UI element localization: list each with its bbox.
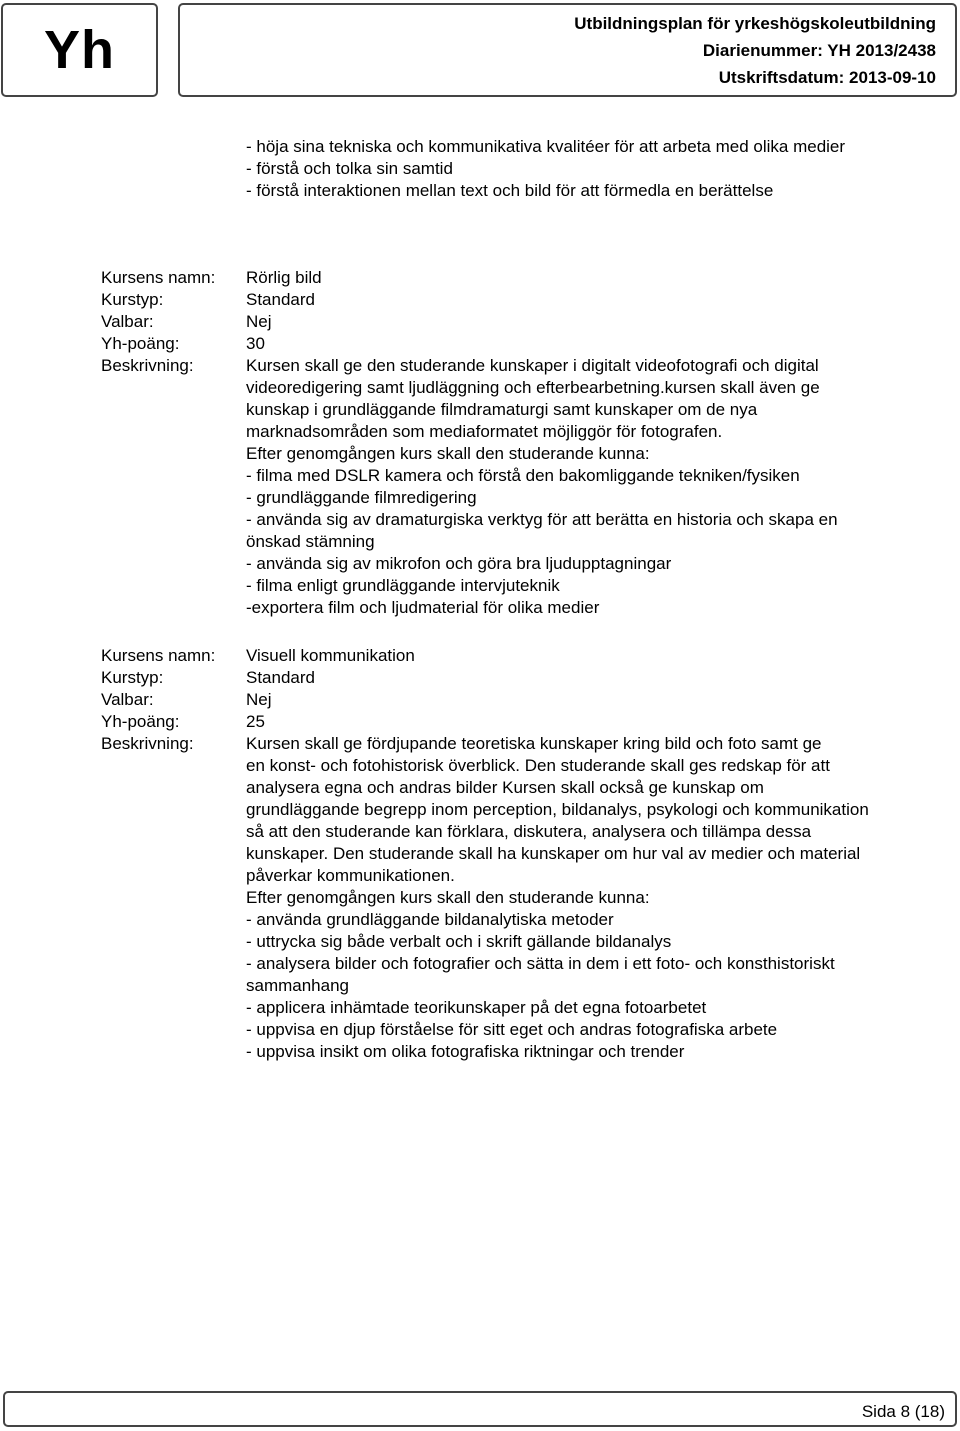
course-name-label: Kursens namn:	[101, 268, 216, 287]
description-line: grundläggande begrepp inom perception, bildanalys, psykologi och kommunikation	[246, 800, 869, 819]
course-points-label: Yh-poäng:	[101, 712, 180, 731]
course-type-label: Kurstyp:	[101, 668, 164, 687]
course-description-row	[101, 355, 941, 619]
description-line: en konst- och fotohistorisk överblick. Den studerande skall ges redskap för att	[246, 756, 830, 775]
description-line: - använda grundläggande bildanalytiska metoder	[246, 910, 614, 929]
description-line: - analysera bilder och fotografier och sätta in dem i ett foto- och konsthistoriskt	[246, 954, 835, 973]
course-name-label: Kursens namn:	[101, 646, 216, 665]
description-line: så att den studerande kan förklara, diskutera, analysera och tillämpa dessa	[246, 822, 812, 841]
course-points-value: 25	[246, 712, 265, 731]
print-date: Utskriftsdatum: 2013-09-10	[718, 68, 936, 87]
description-line: - uppvisa insikt om olika fotografiska riktningar och trender	[246, 1042, 685, 1061]
description-line: Kursen skall ge fördjupande teoretiska kunskaper kring bild och foto samt ge	[246, 734, 822, 753]
course-name-row	[101, 267, 941, 289]
course-block	[101, 645, 941, 1063]
description-line: kunskaper. Den studerande skall ha kunskaper om hur val av medier och material	[246, 844, 861, 863]
description-line: -exportera film och ljudmaterial för olika medier	[246, 598, 600, 617]
intro-list	[246, 136, 845, 202]
course-name-value: Rörlig bild	[246, 268, 322, 287]
document-header	[178, 3, 957, 97]
description-line: kunskap i grundläggande filmdramaturgi samt kunskaper om de nya	[246, 400, 758, 419]
description-line: marknadsområden som mediaformatet möjliggör för fotografen.	[246, 422, 723, 441]
course-elective-label: Valbar:	[101, 690, 154, 709]
course-description-row	[101, 733, 941, 1063]
intro-line: - höja sina tekniska och kommunikativa kvalitéer för att arbeta med olika medier	[246, 137, 846, 156]
description-line: påverkar kommunikationen.	[246, 866, 455, 885]
course-elective-row	[101, 689, 941, 711]
course-description-value	[246, 355, 941, 619]
description-line: Efter genomgången kurs skall den studerande kunna:	[246, 444, 650, 463]
course-elective-label: Valbar:	[101, 312, 154, 331]
course-points-row	[101, 711, 941, 733]
intro-line: - förstå och tolka sin samtid	[246, 159, 453, 178]
yh-logo: Yh	[43, 20, 115, 80]
course-elective-row	[101, 311, 941, 333]
description-line: - uttrycka sig både verbalt och i skrift gällande bildanalys	[246, 932, 672, 951]
course-description-label: Beskrivning:	[101, 356, 194, 375]
course-type-row	[101, 289, 941, 311]
page-number: Sida 8 (18)	[861, 1402, 945, 1421]
logo-box	[1, 3, 158, 97]
course-name-value: Visuell kommunikation	[246, 646, 415, 665]
description-line: Efter genomgången kurs skall den studerande kunna:	[246, 888, 650, 907]
course-elective-value: Nej	[246, 312, 272, 331]
course-description-label: Beskrivning:	[101, 734, 194, 753]
description-line: videoredigering samt ljudläggning och efterbearbetning.kursen skall även ge	[246, 378, 820, 397]
registration-number: Diarienummer: YH 2013/2438	[702, 41, 936, 60]
description-line: - uppvisa en djup förståelse för sitt eget och andras fotografiska arbete	[246, 1020, 778, 1039]
course-description-value	[246, 733, 941, 1063]
description-line: - grundläggande filmredigering	[246, 488, 477, 507]
intro-line: - förstå interaktionen mellan text och bild för att förmedla en berättelse	[246, 181, 774, 200]
description-line: - filma med DSLR kamera och förstå den bakomliggande tekniken/fysiken	[246, 466, 800, 485]
course-elective-value: Nej	[246, 690, 272, 709]
course-type-label: Kurstyp:	[101, 290, 164, 309]
description-line: - applicera inhämtade teorikunskaper på det egna fotoarbetet	[246, 998, 707, 1017]
course-block	[101, 267, 941, 619]
course-points-row	[101, 333, 941, 355]
description-line: önskad stämning	[246, 532, 375, 551]
description-line: - använda sig av dramaturgiska verktyg för att berätta en historia och skapa en	[246, 510, 838, 529]
course-type-value: Standard	[246, 668, 315, 687]
course-points-value: 30	[246, 334, 265, 353]
course-type-value: Standard	[246, 290, 315, 309]
page-footer	[3, 1391, 957, 1427]
description-line: sammanhang	[246, 976, 350, 995]
course-points-label: Yh-poäng:	[101, 334, 180, 353]
course-type-row	[101, 667, 941, 689]
description-line: - använda sig av mikrofon och göra bra ljudupptagningar	[246, 554, 672, 573]
document-title: Utbildningsplan för yrkeshögskoleutbildning	[574, 14, 936, 33]
course-name-row	[101, 645, 941, 667]
description-line: analysera egna och andras bilder Kursen skall också ge kunskap om	[246, 778, 764, 797]
description-line: Kursen skall ge den studerande kunskaper i digitalt videofotografi och digital	[246, 356, 819, 375]
description-line: - filma enligt grundläggande intervjuteknik	[246, 576, 560, 595]
